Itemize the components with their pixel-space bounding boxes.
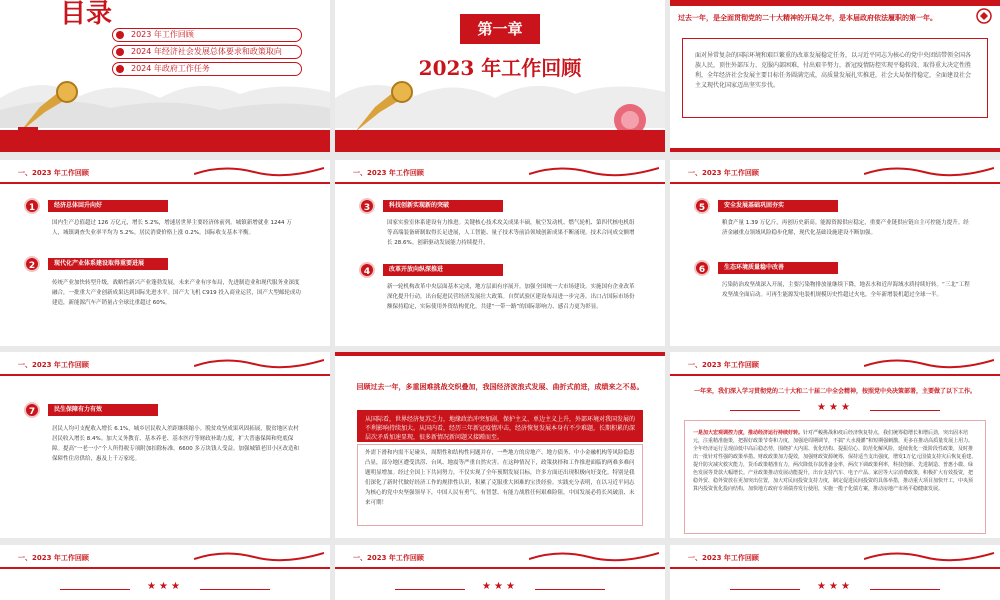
bullet-icon (116, 65, 124, 73)
work-lead: 一是加大宏观调控力度，推动经济运行持续好转。 (693, 430, 804, 436)
toc-item-3[interactable]: 2024 年政府工作任务 (112, 62, 302, 76)
item-label: 生态环境质量稳中改善 (718, 262, 838, 274)
ribbon-icon (864, 356, 994, 372)
section-header: 一、2023 年工作回顾 (0, 160, 330, 186)
divider (535, 589, 605, 590)
summary-body: 外需下滑和内需不足碰头，周期性和结构性问题并存，一些地方的房地产、地方债务、中小金融机构等风险隐患凸显，部分地区遭受洪涝、台风、地震等严重自然灾害。在这种情况下，政策抉择和工作推进面临的两难多难问题明显增加。经过全国上下共同努力，不仅实现了全年预期发展目标，许多方面还出现积极向好变化。特别是我们深化了新时代做好经济工作的规律性认识，积累了克服重大困难的宝贵经验。实践充分表明，在以习近平同志为核心的党中央坚强领导下，中国人民有勇气、有智慧、有能力战胜任何艰难险阻，中国发展必将长风破浪、未来可期！ (365, 450, 635, 506)
stars-icon: ★★★ (817, 402, 853, 413)
ribbon-icon (194, 164, 324, 180)
ribbon-icon (194, 549, 324, 565)
item-number: 1 (24, 198, 40, 214)
top-bar (670, 0, 1000, 6)
item-text: 国内生产总值超过 126 万亿元，增长 5.2%，增速居世界主要经济体前列。城镇新增就业 1244 万人，城镇调查失业率平均为 5.2%。居民消费价格上涨 0.2%。国际收支基本平衡。 (52, 220, 292, 236)
ribbon-icon (194, 356, 324, 372)
section-header: 一、2023 年工作回顾 (0, 545, 330, 571)
toc-title: 目录 (60, 0, 113, 29)
slide-partial-3[interactable] (670, 545, 1000, 600)
section-header: 一、2023 年工作回顾 (670, 545, 1000, 571)
item-label: 科技创新实现新的突破 (383, 200, 503, 212)
slide-overview[interactable] (670, 0, 1000, 152)
emblem-icon (976, 8, 992, 24)
item-number: 5 (694, 198, 710, 214)
slide-work-done[interactable] (670, 352, 1000, 538)
top-bar (335, 352, 665, 356)
bullet-icon (116, 31, 124, 39)
slide-partial-2[interactable] (335, 545, 665, 600)
red-band (335, 130, 665, 152)
slide-review-1[interactable] (0, 160, 330, 346)
overview-text: 面对异常复杂的国际环境和艰巨繁重的改革发展稳定任务，以习近平同志为核心的党中央团结带领全国各族人民，顶住外部压力、克服内部困难，付出艰辛努力，新冠疫情防控实现平稳转段、取得重大决定性胜利，全年经济社会发展主要目标任务圆满完成，高质量发展扎实推进，社会大局保持稳定，全面建设社会主义现代化国家迈出坚实步伐。 (682, 38, 988, 118)
item-text: 新一轮机构改革中央层面基本完成，地方层面有序展开。加强全国统一大市场建设。实施国有企业改革深化提升行动，出台促进民营经济发展壮大政策。自贸试验区建设布局进一步完善。出口占国际市场份额保持稳定，实际使用外资结构优化。共建“一带一路”的国际影响力、感召力更为彰显。 (387, 284, 635, 310)
section-header: 一、2023 年工作回顾 (670, 160, 1000, 186)
item-number: 3 (359, 198, 375, 214)
ribbon-icon (864, 164, 994, 180)
slide-review-3[interactable] (670, 160, 1000, 346)
stars-icon: ★★★ (147, 581, 183, 592)
item-number: 4 (359, 262, 375, 278)
section-header: 一、2023 年工作回顾 (670, 352, 1000, 378)
slide-review-2[interactable] (335, 160, 665, 346)
slide-partial-1[interactable] (0, 545, 330, 600)
divider (200, 589, 270, 590)
ribbon-icon (529, 164, 659, 180)
slide-review-4[interactable] (0, 352, 330, 538)
work-text (684, 420, 986, 534)
slide-heading: 过去一年，是全面贯彻党的二十大精神的开局之年，是本届政府依法履职的第一年。 (678, 14, 937, 22)
ribbon-icon (529, 549, 659, 565)
item-label: 经济总体回升向好 (48, 200, 168, 212)
item-number: 7 (24, 402, 40, 418)
slide-toc[interactable] (0, 0, 330, 152)
item-text: 传统产业加快转型升级，战略性新兴产业蓬勃发展，未来产业有序布局，先进制造业和现代服务业深度融合，一批重大产业创新成果达到国际先进水平。国产大飞机 C919 投入商业运营，国产大型邮轮成功建造，新能源汽车产销量占全球比重超过 60%。 (52, 280, 301, 306)
work-body: 针对严峻挑战和疫后经济恢复特点，我们统筹稳增长和增后劲，突出固本培元，注重精准施策，把握好政策节奏和力度，加强逆周期调节，不搞“大水漫灌”和短期强刺激，更多在推动高质量发展上用力。全年经济运行呈现前低中高后稳态势，围绕扩大内需、优化结构、提振信心、防范化解风险，延续优化一批阶段性政策，及时推出一批针对性强的政策举措。财政政策加力提效，加强财政资源统筹，保持适当支出强度，增发1万亿元国债支持灾后恢复重建、提升防灾减灾救灾能力，货币政策精准有力，两次降低存款准备金率，两次下调政策利率，科技创新、先进制造、普惠小微、绿色发展等贷款大幅增长。产业政策推动发展动能提升，出台支持汽车、电子产品、家居等大宗消费政策，积极扩大有效投资，把稳外贸、稳外资放在更加突出位置，加大对民间投资支持力度，制定促进民间投资的具体举措，推动重大项目加快开工，中央预算内投资优化投向结构，加快地方政府专项债券发行使用，实施一揽子化债方案，推动房地产市场平稳健康发展。 (693, 430, 977, 492)
slide-chapter-1[interactable] (335, 0, 665, 152)
red-band (0, 130, 330, 152)
item-label: 民生保障有力有效 (48, 404, 158, 416)
summary-lead: 回顾过去一年，多重困难挑战交织叠加，我国经济波浪式发展、曲折式前进，成绩来之不易。 (356, 383, 644, 391)
section-header: 一、2023 年工作回顾 (335, 160, 665, 186)
item-number: 6 (694, 260, 710, 276)
section-header: 一、2023 年工作回顾 (335, 545, 665, 571)
toc-item-1[interactable]: 2023 年工作回顾 (112, 28, 302, 42)
chapter-badge: 第一章 (460, 14, 540, 44)
stars-icon: ★★★ (482, 581, 518, 592)
item-number: 2 (24, 256, 40, 272)
chapter-title: 2023 年工作回顾 (418, 56, 582, 80)
bullet-icon (116, 48, 124, 56)
toc-item-2[interactable]: 2024 年经济社会发展总体要求和政策取向 (112, 45, 302, 59)
slide-heading: 一年来，我们深入学习贯彻党的二十大和二十届二中全会精神，按照党中央决策部署，主要做了以下工作。 (693, 388, 976, 395)
item-text: 居民人均可支配收入增长 6.1%，城乡居民收入差距继续缩小。脱贫攻坚成果巩固拓展，脱贫地区农村居民收入增长 8.4%。加大义务教育、基本养老、基本医疗等财政补助力度，扩大普惠保障和兜底保障。提高“一老一小”个人所得税专项附加扣除标准。6600 多万块钱人受益。加强城镇老旧小区改造和保障性住房供给，惠及上千万家庭。 (52, 426, 299, 462)
divider (870, 410, 940, 411)
slide-summary[interactable] (335, 352, 665, 538)
ribbon-icon (864, 549, 994, 565)
item-label: 改革开放向纵深推进 (383, 264, 503, 276)
item-label: 安全发展基础巩固夯实 (718, 200, 838, 212)
item-text: 污染防治攻坚战深入开展，主要污染物排放量继续下降，地表水和近岸海域水质持续好转。“三北”工程攻坚战全面启动。可再生能源发电装机规模历史性超过火电，全年新增装机超过全球一半。 (722, 282, 970, 298)
divider (870, 589, 940, 590)
section-header: 一、2023 年工作回顾 (0, 352, 330, 378)
summary-highlight: 从国际看，世界经济复苏乏力，地缘政治冲突加剧，保护主义、单边主义上升，外部环境对我国发展的不利影响持续加大。从国内看，经历三年新冠疫情冲击，经济恢复发展本身有不少难题，长期积累的深层次矛盾加速显现，很多新情况新问题又接踵而至。 (357, 410, 643, 442)
stars-icon: ★★★ (817, 581, 853, 592)
item-text: 国家实验室体系建设有力推进。关键核心技术攻关成果丰硕，航空发动机、燃气轮机、第四代核电机组等高端装备研制取得长足进展，人工智能、量子技术等前沿领域创新成果不断涌现。技术合同成交额增长 28.6%。创新驱动发展能力持续提升。 (387, 220, 635, 246)
item-label: 现代化产业体系建设取得重要进展 (48, 258, 168, 270)
item-text: 粮食产量 1.39 万亿斤，再创历史新高。能源资源供应稳定，重要产业链供应链自主可控能力提升。经济金融重点领域风险稳步化解，现代化基础设施建设不断加强。 (722, 220, 969, 236)
bottom-bar (670, 148, 1000, 152)
